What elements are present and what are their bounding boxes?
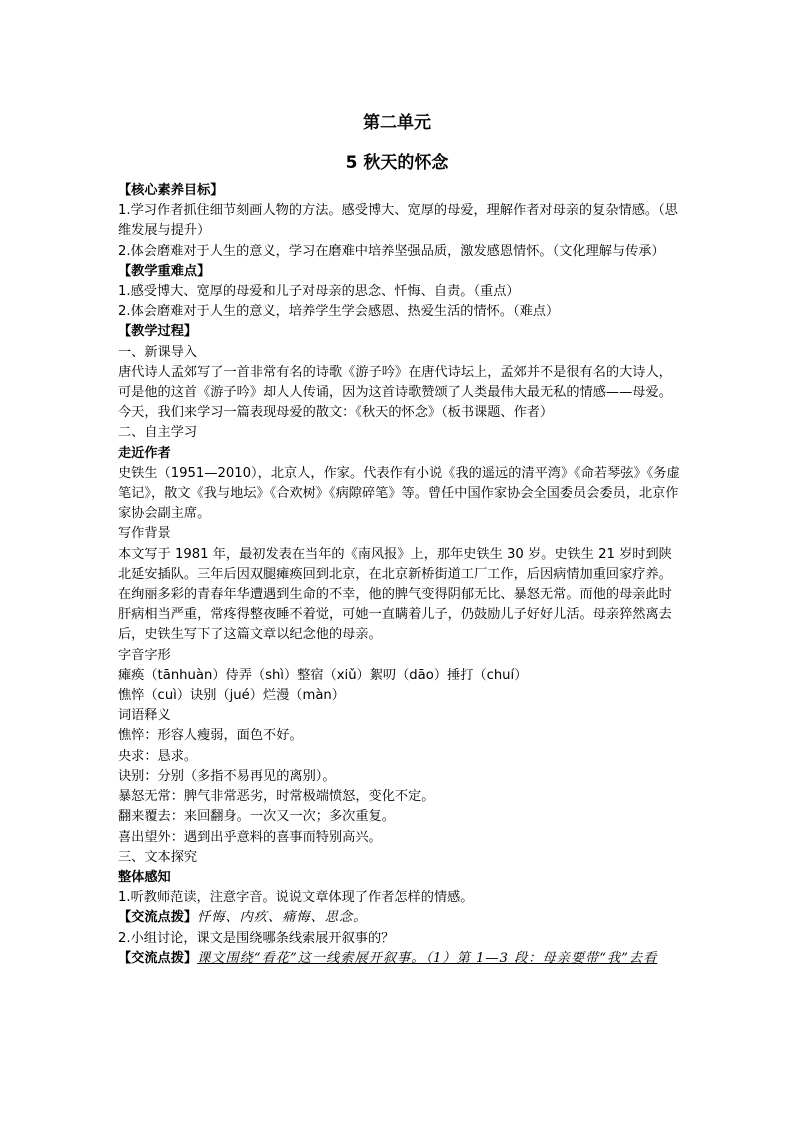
text-line: 【教学过程】 — [118, 324, 198, 340]
text-line: 【核心素养目标】 — [118, 183, 224, 198]
text-line: 2.小组讨论，课文是围绕哪条线索展开叙事的？ — [118, 930, 395, 946]
text-line: 唐代诗人孟郊写了一首非常有名的诗歌《游子吟》在唐代诗坛上，孟郊并不是很有名的大诗人，可是他的这首《游子吟》却人人传诵，因为这首诗歌赞颂了人类最伟大最无私的情感——母爱。今天，我们来学习一篇表现母爱的散文：《秋天的怀念》（板书课题、作者） — [118, 364, 672, 421]
text-line: 喜出望外：遇到出乎意料的喜事而特别高兴。 — [118, 829, 382, 845]
text-line: 暴怒无常：脾气非常恶劣，时常极端愤怒，变化不定。 — [118, 789, 435, 805]
text-line: 1.听教师范读，注意字音。说说文章体现了作者怎样的情感。 — [118, 890, 474, 906]
text-line: 【教学重难点】 — [118, 263, 211, 279]
answer-line — [118, 908, 684, 928]
text-line: 二、自主学习 — [118, 425, 198, 441]
text-line: 本文写于 1981 年，最初发表在当年的《南风报》上，那年史铁生 30 岁。史铁生 21 岁时到陕北延安插队。三年后因双腿瘫痪回到北京，在北京新桥街道工厂工作，后因病情加重回家疗养。在绚丽多彩的青春年华遭遇到生命的不幸，他的脾气变得阴郁无比、暴怒无常。而他的母亲此时肝病相当严重，常疼得整夜睡不着觉，可她一直瞒着儿子，仍鼓励儿子好好儿活。母亲猝然离去后，史铁生写下了这篇文章以纪念他的母亲。 — [118, 546, 672, 643]
text-line: 1.感受博大、宽厚的母爱和儿子对母亲的思念、忏悔、自责。（重点） — [118, 284, 520, 300]
answer-text: 课文围绕“看花”这一线索展开叙事。（1）第 1—3 段：母亲要带“我”去看 — [197, 950, 658, 966]
text-line: 央求：恳求。 — [118, 748, 198, 764]
text-line: 2.体会磨难对于人生的意义，学习在磨难中培养坚强品质，激发感恩情怀。（文化理解与传承） — [118, 243, 665, 259]
text-line: 写作背景 — [118, 526, 171, 542]
text-line: 憔悴：形容人瘦弱，面色不好。 — [118, 728, 303, 744]
answer-label: 【交流点拨】 — [118, 950, 198, 966]
document-body — [118, 181, 684, 969]
text-line: 瘫痪（tānhuàn）侍弄（shì）整宿（xiǔ）絮叨（dāo）捶打（chuí） — [118, 667, 528, 683]
answer-text: 忏悔、内疚、痛悔、思念。 — [197, 910, 368, 926]
answer-line — [118, 949, 684, 969]
text-line: 2.体会磨难对于人生的意义，培养学生学会感恩、热爱生活的情怀。（难点） — [118, 304, 560, 320]
text-line: 一、新课导入 — [118, 344, 198, 360]
unit-title: 第二单元 — [363, 113, 431, 133]
text-line: 走近作者 — [118, 445, 171, 461]
text-line: 字音字形 — [118, 647, 171, 663]
answer-label: 【交流点拨】 — [118, 910, 198, 926]
text-line: 三、文本探究 — [118, 849, 198, 865]
text-line: 词语释义 — [118, 708, 171, 724]
text-line: 翻来覆去：来回翻身。一次又一次；多次重复。 — [118, 809, 395, 825]
text-line: 1.学习作者抓住细节刻画人物的方法。感受博大、宽厚的母爱，理解作者对母亲的复杂情感。（思维发展与提升） — [118, 203, 678, 239]
text-line: 诀别：分别（多指不易再见的离别）。 — [118, 768, 336, 784]
text-line: 憔悴（cuì）诀别（jué）烂漫（màn） — [118, 688, 345, 704]
text-line: 整体感知 — [118, 869, 171, 885]
text-line: 史铁生（1951—2010），北京人，作家。代表作有小说《我的遥远的清平湾》《命若琴弦》《务虚笔记》，散文《我与地坛》《合欢树》《病隙碎笔》等。曾任中国作家协会全国委员会委员，北京作家协会副主席。 — [118, 465, 680, 522]
lesson-title: 5 秋天的怀念 — [345, 153, 449, 173]
